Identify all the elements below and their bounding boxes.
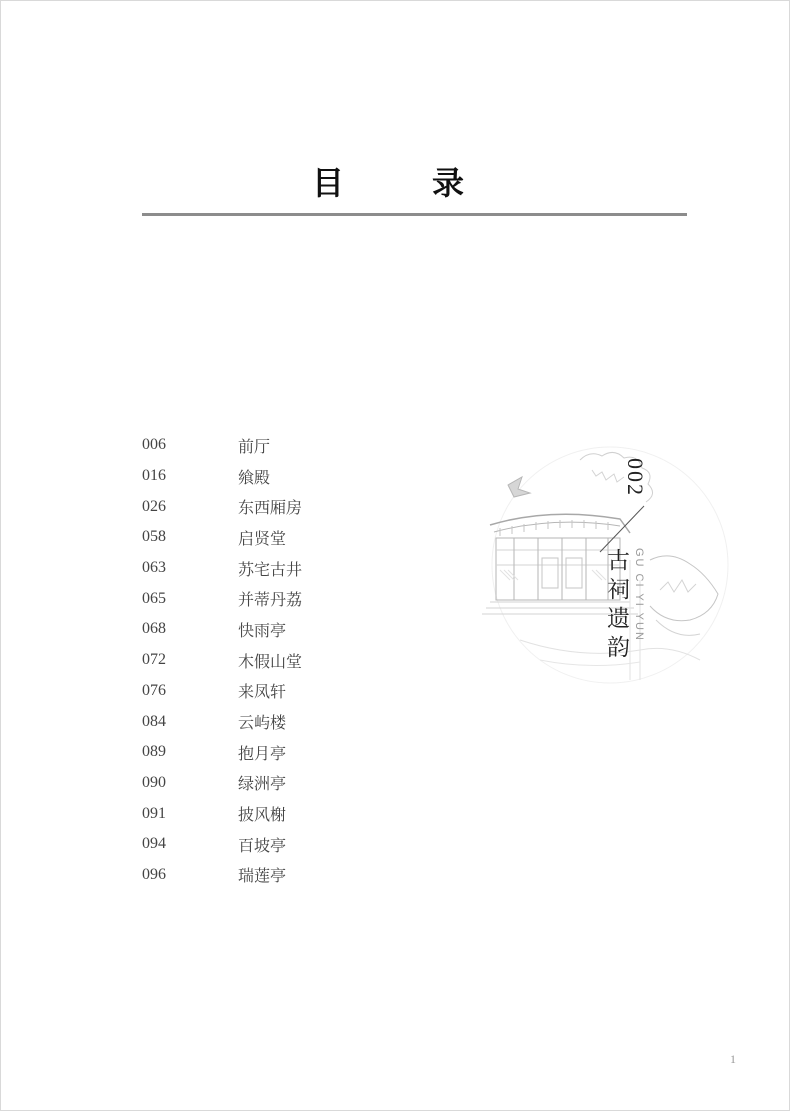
toc-entry[interactable] [142,768,442,799]
toc-entry-title: 快雨亭 [238,620,287,640]
toc-entry[interactable] [142,614,442,645]
toc-page-number: 076 [142,681,166,699]
toc-entry-title: 并蒂丹荔 [238,590,303,610]
toc-page-number: 026 [142,497,166,515]
toc-entry-title: 苏宅古井 [238,559,303,579]
page-title: 目 录 [311,164,492,202]
toc-entry-title: 前厅 [238,436,271,456]
toc-page-number: 016 [142,467,166,485]
title-divider [142,213,687,216]
toc-page-number: 068 [142,620,166,638]
section-number: 002 [623,458,648,497]
section-title: 古祠遗韵 [603,548,629,664]
toc-entry[interactable] [142,706,442,737]
toc-entry[interactable] [142,522,442,553]
toc-page-number: 058 [142,528,166,546]
toc-page-number: 096 [142,865,166,883]
table-of-contents [142,430,442,890]
toc-entry-title: 来凤轩 [238,682,287,702]
page-number: 1 [730,1052,736,1066]
toc-entry-title: 瑞莲亭 [238,866,287,886]
section-pinyin: GU CI YI YUN [633,548,645,642]
toc-entry[interactable] [142,491,442,522]
toc-entry-title: 云屿楼 [238,713,287,733]
toc-entry[interactable] [142,461,442,492]
toc-entry[interactable] [142,645,442,676]
toc-entry[interactable] [142,829,442,860]
toc-page-number: 091 [142,804,166,822]
toc-page-number: 063 [142,559,166,577]
toc-entry[interactable] [142,676,442,707]
toc-entry-title: 抱月亭 [238,743,287,763]
toc-entry[interactable] [142,860,442,891]
toc-entry[interactable] [142,430,442,461]
toc-entry[interactable] [142,553,442,584]
toc-page-number: 084 [142,712,166,730]
toc-page-number: 090 [142,773,166,791]
toc-entry-title: 绿洲亭 [238,774,287,794]
toc-page-number: 094 [142,835,166,853]
toc-entry[interactable] [142,583,442,614]
toc-entry-title: 飨殿 [238,467,271,487]
toc-page-number: 006 [142,436,166,454]
toc-entry-title: 启贤堂 [238,528,287,548]
toc-page-number: 065 [142,589,166,607]
toc-page-number: 072 [142,651,166,669]
toc-entry[interactable] [142,737,442,768]
toc-entry-title: 披风榭 [238,805,287,825]
toc-entry-title: 东西厢房 [238,498,303,518]
toc-page-number: 089 [142,743,166,761]
toc-entry-title: 木假山堂 [238,651,303,671]
toc-entry-title: 百坡亭 [238,835,287,855]
toc-entry[interactable] [142,798,442,829]
